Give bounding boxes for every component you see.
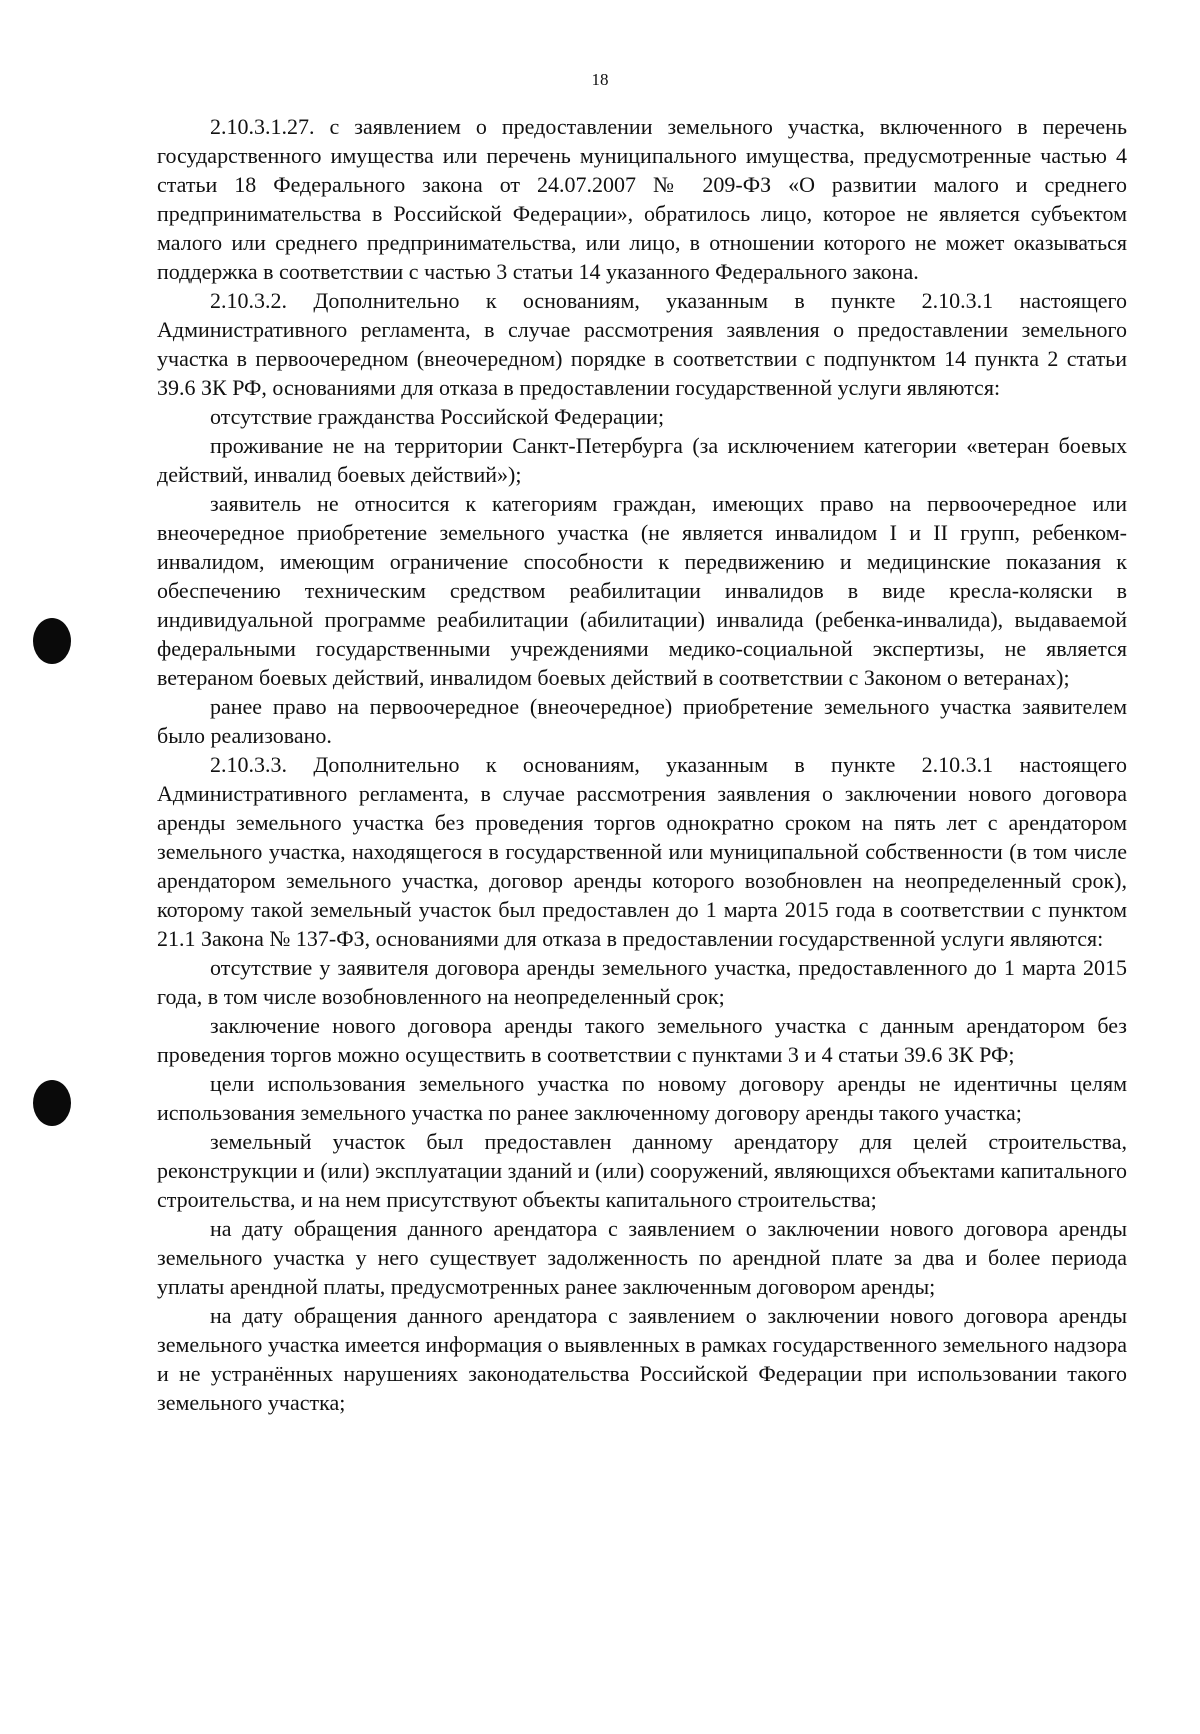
punch-hole-mark	[33, 1080, 71, 1126]
list-item: отсутствие гражданства Российской Федерации;	[210, 404, 665, 429]
document-body	[157, 112, 1127, 1417]
punch-hole-mark	[33, 618, 71, 664]
list-item: цели использования земельного участка по новому договору аренды не идентичны целям использования земельного участка по ранее заключенному договору аренды такого участка;	[157, 1071, 1127, 1125]
list-item: на дату обращения данного арендатора с заявлением о заключении нового договора аренды земельного участка имеется информация о выявленных в рамках государственного земельного надзора и не устранённых нарушениях законодательства Российской Федерации при использовании такого земельного участка;	[157, 1303, 1127, 1415]
list-item: заявитель не относится к категориям граждан, имеющих право на первоочередное или внеочередное приобретение земельного участка (не является инвалидом I и II групп, ребенком-инвалидом, имеющим ограничение способности к передвижению и медицинские показания к обеспечению техническим средством реабилитации инвалидов в виде кресла-коляски в индивидуальной программе реабилитации (абилитации) инвалида (ребенка-инвалида), выдаваемой федеральными государственными учреждениями медико-социальной экспертизы, не является ветераном боевых действий, инвалидом боевых действий в соответствии с Законом о ветеранах);	[157, 491, 1127, 690]
list-item: земельный участок был предоставлен данному арендатору для целей строительства, реконструкции и (или) эксплуатации зданий и (или) сооружений, являющихся объектами капитального строительства, и на нем присутствуют объекты капитального строительства;	[157, 1129, 1127, 1212]
list-item: ранее право на первоочередное (внеочередное) приобретение земельного участка заявителем было реализовано.	[157, 694, 1127, 748]
list-item: на дату обращения данного арендатора с заявлением о заключении нового договора аренды земельного участка у него существует задолженность по арендной плате за два и более периода уплаты арендной платы, предусмотренных ранее заключенным договором аренды;	[157, 1216, 1127, 1299]
page-number: 18	[591, 70, 609, 89]
paragraph-2-10-3-1-27: 2.10.3.1.27. с заявлением о предоставлении земельного участка, включенного в перечень государственного имущества или перечень муниципального имущества, предусмотренные частью 4 статьи 18 Федерального закона от 24.07.2007 № 209-ФЗ «О развитии малого и среднего предпринимательства в Российской Федерации», обратилось лицо, которое не является субъектом малого или среднего предпринимательства, или лицо, в отношении которого не может оказываться поддержка в соответствии с частью 3 статьи 14 указанного Федерального закона.	[157, 114, 1127, 284]
paragraph-2-10-3-3: 2.10.3.3. Дополнительно к основаниям, указанным в пункте 2.10.3.1 настоящего Административного регламента, в случае рассмотрения заявления о заключении нового договора аренды земельного участка без проведения торгов однократно сроком на пять лет с арендатором земельного участка, находящегося в государственной или муниципальной собственности (в том числе арендатором земельного участка, договор аренды которого возобновлен на неопределенный срок), которому такой земельный участок был предоставлен до 1 марта 2015 года в соответствии с пунктом 21.1 Закона № 137-ФЗ, основаниями для отказа в предоставлении государственной услуги являются:	[157, 752, 1127, 951]
list-item: заключение нового договора аренды такого земельного участка с данным арендатором без проведения торгов можно осуществить в соответствии с пунктами 3 и 4 статьи 39.6 ЗК РФ;	[157, 1013, 1127, 1067]
paragraph-2-10-3-2: 2.10.3.2. Дополнительно к основаниям, указанным в пункте 2.10.3.1 настоящего Административного регламента, в случае рассмотрения заявления о предоставлении земельного участка в первоочередном (внеочередном) порядке в соответствии с подпунктом 14 пункта 2 статьи 39.6 ЗК РФ, основаниями для отказа в предоставлении государственной услуги являются:	[157, 288, 1127, 400]
list-item: проживание не на территории Санкт-Петербурга (за исключением категории «ветеран боевых действий, инвалид боевых действий»);	[157, 433, 1127, 487]
list-item: отсутствие у заявителя договора аренды земельного участка, предоставленного до 1 марта 2015 года, в том числе возобновленного на неопределенный срок;	[157, 955, 1127, 1009]
